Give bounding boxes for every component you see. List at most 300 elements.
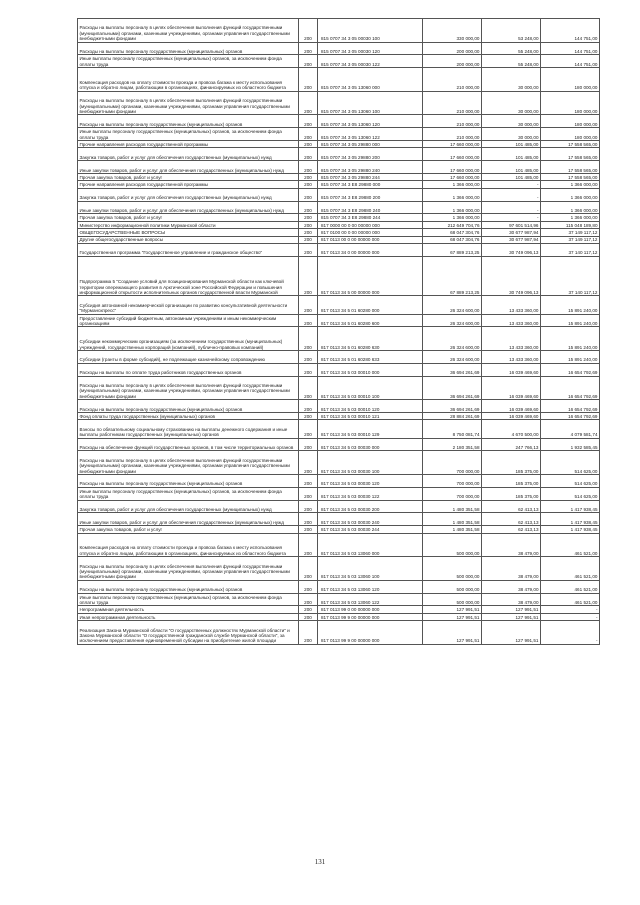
table-row [78,68,600,92]
row-approved-amount: 28 884 261,69 [423,413,482,420]
row-line-code: 200 [299,621,318,645]
row-executed-amount: 30 677 987,94 [482,236,541,243]
row-classification-code: 817 0100 00 0 00 00000 000 [318,229,423,236]
page-number: 131 [314,858,326,866]
row-classification-code: 817 0113 34 5 03 00030 122 [318,487,423,500]
row-executed-amount: 13 433 360,00 [482,351,541,364]
row-approved-amount: 500 000,00 [423,557,482,581]
row-line-code: 200 [299,420,318,438]
row-description: Расходы на обеспечение функций государственных органов, в том числе территориальных органов [78,438,299,451]
row-description: Субсидии (гранты в форме субсидий), не подлежащие казначейскому сопровождению [78,351,299,364]
row-line-code: 200 [299,188,318,201]
table-row [78,533,600,557]
table-row [78,327,600,351]
row-approved-amount: 210 000,00 [423,91,482,115]
row-executed-amount: 30 749 096,13 [482,256,541,296]
row-unexecuted-amount: 1 932 585,45 [541,438,600,451]
row-classification-code: 815 0707 34 3 05 13060 122 [318,128,423,141]
row-unexecuted-amount: 1 417 938,45 [541,513,600,526]
row-approved-amount: 1 366 000,00 [423,214,482,221]
row-description: Субсидии некоммерческим организациям (за исключением государственных (муниципальных) учреждений, государственных корпораций (компаний), публично-правовых компаний) [78,327,299,351]
row-executed-amount: 55 248,00 [482,55,541,68]
row-classification-code: 817 0113 34 5 03 00010 121 [318,413,423,420]
row-executed-amount: 127 991,51 [482,606,541,613]
row-classification-code: 817 0113 34 0 00 00000 000 [318,243,423,256]
row-line-code: 200 [299,593,318,606]
row-executed-amount: 62 413,13 [482,513,541,526]
row-line-code: 200 [299,513,318,526]
row-executed-amount: 53 248,00 [482,19,541,43]
row-classification-code: 815 0707 34 3 05 29880 244 [318,173,423,180]
row-approved-amount: 26 324 600,00 [423,351,482,364]
table-row [78,413,600,420]
row-line-code: 200 [299,413,318,420]
row-approved-amount: 700 000,00 [423,487,482,500]
row-executed-amount: 127 991,51 [482,613,541,620]
row-approved-amount: 17 660 000,00 [423,148,482,161]
table-row [78,376,600,400]
row-unexecuted-amount: 180 000,00 [541,115,600,128]
row-description: Компенсация расходов на оплату стоимости проезда и провоза багажа к месту использования отпуска и обратно лицам, работающим в организациях, финансируемых из областного бюджета [78,68,299,92]
row-line-code: 200 [299,451,318,475]
row-classification-code: 815 0707 34 3 Е8 29880 200 [318,188,423,201]
row-unexecuted-amount: 180 000,00 [541,91,600,115]
row-classification-code: 817 0113 34 5 01 60280 000 [318,296,423,314]
row-unexecuted-amount: 1 366 000,00 [541,214,600,221]
row-executed-amount: 38 479,00 [482,593,541,606]
row-executed-amount: 4 670 500,00 [482,420,541,438]
row-unexecuted-amount: 514 625,00 [541,451,600,475]
row-line-code: 200 [299,475,318,488]
row-approved-amount: 500 000,00 [423,593,482,606]
row-line-code: 200 [299,363,318,376]
row-executed-amount: 13 433 360,00 [482,327,541,351]
row-unexecuted-amount: 1 366 000,00 [541,181,600,188]
row-description: Расходы на выплаты персоналу в целях обеспечения выполнения функций государственными (муниципальными) органами, казенными учреждениями, органами управления государственными внебюджетными фондами [78,91,299,115]
row-unexecuted-amount: 1 417 938,45 [541,500,600,513]
row-classification-code: 817 0113 34 5 03 00010 120 [318,400,423,413]
row-unexecuted-amount: 4 079 581,74 [541,420,600,438]
table-row [78,19,600,43]
row-approved-amount: 36 694 261,69 [423,400,482,413]
row-executed-amount: 55 248,00 [482,42,541,55]
row-classification-code: 817 0000 00 0 00 00000 000 [318,221,423,228]
table-row [78,173,600,180]
row-approved-amount: 17 660 000,00 [423,140,482,147]
row-unexecuted-amount: 514 625,00 [541,487,600,500]
row-unexecuted-amount: - [541,621,600,645]
row-executed-amount: - [482,181,541,188]
row-unexecuted-amount: 15 891 240,00 [541,314,600,327]
row-executed-amount: 13 433 360,00 [482,314,541,327]
table-row [78,363,600,376]
row-description: Взносы по обязательному социальному страхованию на выплаты денежного содержания и иные выплаты работникам государственных (муниципальных) органов [78,420,299,438]
row-approved-amount: 210 000,00 [423,115,482,128]
row-classification-code: 817 0113 34 5 03 00030 000 [318,438,423,451]
table-row [78,243,600,256]
row-approved-amount: 36 694 261,69 [423,363,482,376]
row-executed-amount: 16 039 469,60 [482,363,541,376]
table-row [78,296,600,314]
row-description: ОБЩЕГОСУДАРСТВЕННЫЕ ВОПРОСЫ [78,229,299,236]
row-unexecuted-amount: 144 751,00 [541,42,600,55]
row-classification-code: 815 0707 34 3 05 13060 120 [318,115,423,128]
row-executed-amount: 30 000,00 [482,128,541,141]
row-line-code: 200 [299,351,318,364]
row-executed-amount: - [482,188,541,201]
row-line-code: 200 [299,201,318,214]
row-description: Реализация Закона Мурманской области "О государственных должностях Мурманской области" и Закона Мурманской области "О государственной гражданской службе Мурманской области", за исключением предоставления единовременной субсидии на приобретение жилой площади [78,621,299,645]
row-line-code: 200 [299,68,318,92]
table-row [78,221,600,228]
row-description: Расходы на выплаты персоналу государственных (муниципальных) органов [78,400,299,413]
row-line-code: 200 [299,613,318,620]
row-classification-code: 815 0707 34 3 05 29880 240 [318,161,423,174]
row-line-code: 200 [299,526,318,533]
row-unexecuted-amount: 1 417 938,45 [541,526,600,533]
row-line-code: 200 [299,256,318,296]
row-classification-code: 817 0113 34 5 03 00030 100 [318,451,423,475]
row-executed-amount: 185 375,00 [482,451,541,475]
row-classification-code: 817 0113 34 5 01 60280 600 [318,314,423,327]
row-line-code: 200 [299,229,318,236]
row-classification-code: 817 0113 34 5 03 13060 100 [318,557,423,581]
row-executed-amount: 16 039 469,60 [482,413,541,420]
row-description: Прочая закупка товаров, работ и услуг [78,526,299,533]
row-approved-amount: 1 366 000,00 [423,181,482,188]
row-executed-amount: 16 039 469,60 [482,400,541,413]
row-line-code: 200 [299,236,318,243]
row-description: Иные закупки товаров, работ и услуг для обеспечения государственных (муниципальных) нужд [78,201,299,214]
row-classification-code: 815 0707 34 3 05 13060 000 [318,68,423,92]
row-unexecuted-amount: 1 366 000,00 [541,201,600,214]
row-description: Расходы на выплаты персоналу в целях обеспечения выполнения функций государственными (муниципальными) органами, казенными учреждениями, органами управления государственными внебюджетными фондами [78,19,299,43]
table-row [78,115,600,128]
row-approved-amount: 500 000,00 [423,533,482,557]
row-executed-amount: 101 485,00 [482,173,541,180]
row-line-code: 200 [299,500,318,513]
row-classification-code: 815 0707 34 3 Е8 29880 000 [318,181,423,188]
row-description: Прочая закупка товаров, работ и услуг [78,173,299,180]
row-executed-amount: 13 433 360,00 [482,296,541,314]
row-line-code: 200 [299,296,318,314]
row-description: Закупка товаров, работ и услуг для обеспечения государственных (муниципальных) нужд [78,188,299,201]
table-row [78,188,600,201]
row-unexecuted-amount: 37 140 117,12 [541,256,600,296]
row-approved-amount: 2 180 351,58 [423,438,482,451]
row-description: Компенсация расходов на оплату стоимости проезда и провоза багажа к месту использования отпуска и обратно лицам, работающим в организациях, финансируемых из областного бюджета [78,533,299,557]
row-executed-amount: 62 413,13 [482,500,541,513]
row-executed-amount: 247 766,13 [482,438,541,451]
row-description: Подпрограмма 5 "Создание условий для позиционирования Мурманской области как ключевой территории опережающего развития в Арктической зоне Российской Федерации и повышения информационной открытости исполнительных органов государственной власти Мурманской [78,256,299,296]
row-approved-amount: 68 047 304,76 [423,229,482,236]
row-unexecuted-amount: 37 140 117,12 [541,243,600,256]
row-approved-amount: 26 324 600,00 [423,327,482,351]
row-approved-amount: 8 750 081,74 [423,420,482,438]
row-description: Субсидия автономной некоммерческой организации по развитию консультативной деятельности "Мурманскпресс" [78,296,299,314]
row-description: Иные выплаты персоналу государственных (муниципальных) органов, за исключением фонда оплаты труда [78,128,299,141]
row-unexecuted-amount: 17 558 565,00 [541,173,600,180]
row-line-code: 200 [299,557,318,581]
row-description: Фонд оплаты труда государственных (муниципальных) органов [78,413,299,420]
row-executed-amount: 38 479,00 [482,580,541,593]
row-line-code: 200 [299,19,318,43]
row-classification-code: 815 0707 34 3 05 13060 100 [318,91,423,115]
row-unexecuted-amount: 461 521,00 [541,593,600,606]
row-executed-amount: 101 485,00 [482,140,541,147]
row-classification-code: 815 0707 34 3 05 00030 100 [318,19,423,43]
row-description: Расходы на выплаты персоналу в целях обеспечения выполнения функций государственными (муниципальными) органами, казенными учреждениями, органами управления государственными внебюджетными фондами [78,376,299,400]
row-unexecuted-amount: 17 558 565,00 [541,148,600,161]
table-row [78,580,600,593]
row-approved-amount: 68 047 304,76 [423,236,482,243]
row-description: Прочие направления расходов государственной программы [78,140,299,147]
row-unexecuted-amount: 37 149 117,12 [541,229,600,236]
row-unexecuted-amount: 144 751,00 [541,55,600,68]
table-row [78,181,600,188]
row-approved-amount: 127 991,51 [423,613,482,620]
table-row [78,487,600,500]
row-description: Расходы на выплаты персоналу в целях обеспечения выполнения функций государственными (муниципальными) органами, казенными учреждениями, органами управления государственными внебюджетными фондами [78,557,299,581]
row-classification-code: 817 0113 34 5 03 00030 200 [318,500,423,513]
row-line-code: 200 [299,327,318,351]
row-description: Прочие направления расходов государственной программы [78,181,299,188]
row-executed-amount: 30 000,00 [482,91,541,115]
row-line-code: 200 [299,221,318,228]
row-classification-code: 817 0113 99 9 00 00000 000 [318,621,423,645]
row-unexecuted-amount: 17 558 565,00 [541,161,600,174]
row-description: Иные закупки товаров, работ и услуг для обеспечения государственных (муниципальных) нужд [78,161,299,174]
row-classification-code: 817 0113 99 0 00 00000 000 [318,606,423,613]
table-row [78,214,600,221]
budget-table [77,18,600,645]
table-row [78,140,600,147]
row-approved-amount: 127 991,51 [423,606,482,613]
row-approved-amount: 36 694 261,69 [423,376,482,400]
table-row [78,55,600,68]
row-classification-code: 815 0707 34 3 Е8 29880 244 [318,214,423,221]
row-executed-amount: 185 375,00 [482,487,541,500]
row-executed-amount: 30 677 987,94 [482,229,541,236]
row-unexecuted-amount: - [541,613,600,620]
row-executed-amount: 101 485,00 [482,161,541,174]
row-approved-amount: 67 889 213,25 [423,243,482,256]
row-description: Закупка товаров, работ и услуг для обеспечения государственных (муниципальных) нужд [78,500,299,513]
table-row [78,256,600,296]
row-executed-amount: 185 375,00 [482,475,541,488]
row-executed-amount: - [482,214,541,221]
row-description: Расходы на выплаты персоналу государственных (муниципальных) органов [78,475,299,488]
row-unexecuted-amount: 17 558 565,00 [541,140,600,147]
table-row [78,526,600,533]
table-row [78,161,600,174]
row-classification-code: 817 0113 34 5 03 00010 000 [318,363,423,376]
row-description: Другие общегосударственные вопросы [78,236,299,243]
row-classification-code: 817 0113 34 5 01 60280 633 [318,351,423,364]
row-description: Непрограммная деятельность [78,606,299,613]
row-classification-code: 817 0113 34 5 03 00030 120 [318,475,423,488]
row-unexecuted-amount: 115 048 189,80 [541,221,600,228]
table-row [78,621,600,645]
row-executed-amount: 38 479,00 [482,557,541,581]
row-classification-code: 817 0113 00 0 00 00000 000 [318,236,423,243]
row-approved-amount: 26 324 600,00 [423,314,482,327]
row-description: Расходы на выплаты персоналу государственных (муниципальных) органов [78,580,299,593]
row-unexecuted-amount: 16 654 792,69 [541,413,600,420]
table-row [78,314,600,327]
row-approved-amount: 1 366 000,00 [423,188,482,201]
row-line-code: 200 [299,181,318,188]
row-classification-code: 817 0113 34 5 00 00000 000 [318,256,423,296]
row-description: Расходы на выплаты персоналу государственных (муниципальных) органов [78,42,299,55]
row-classification-code: 815 0707 34 3 Е8 29880 240 [318,201,423,214]
row-approved-amount: 1 480 351,58 [423,526,482,533]
row-executed-amount: 30 000,00 [482,68,541,92]
row-unexecuted-amount: 514 625,00 [541,475,600,488]
row-classification-code: 817 0113 34 5 03 00010 129 [318,420,423,438]
row-classification-code: 817 0113 34 5 03 00010 100 [318,376,423,400]
row-approved-amount: 17 660 000,00 [423,173,482,180]
row-unexecuted-amount: 144 751,00 [541,19,600,43]
row-description: Расходы на выплаты персоналу государственных (муниципальных) органов [78,115,299,128]
row-approved-amount: 212 649 704,76 [423,221,482,228]
row-line-code: 200 [299,533,318,557]
table-row [78,475,600,488]
row-unexecuted-amount: 37 149 117,12 [541,236,600,243]
table-row [78,91,600,115]
table-row [78,351,600,364]
table-row [78,42,600,55]
table-row [78,613,600,620]
row-approved-amount: 700 000,00 [423,475,482,488]
row-line-code: 200 [299,128,318,141]
row-unexecuted-amount: 461 521,00 [541,557,600,581]
row-line-code: 200 [299,243,318,256]
row-approved-amount: 1 480 351,58 [423,500,482,513]
row-line-code: 200 [299,438,318,451]
row-classification-code: 815 0707 34 3 05 00030 122 [318,55,423,68]
table-row [78,500,600,513]
table-row [78,201,600,214]
row-unexecuted-amount: - [541,606,600,613]
row-line-code: 200 [299,214,318,221]
row-description: Расходы на выплаты по оплате труда работников государственных органов [78,363,299,376]
row-line-code: 200 [299,314,318,327]
row-classification-code: 817 0113 34 5 03 13060 122 [318,593,423,606]
row-classification-code: 815 0707 34 3 05 29880 000 [318,140,423,147]
row-line-code: 200 [299,487,318,500]
table-row [78,606,600,613]
row-line-code: 200 [299,148,318,161]
row-unexecuted-amount: 15 891 240,00 [541,296,600,314]
row-unexecuted-amount: 461 521,00 [541,533,600,557]
table-row [78,128,600,141]
row-description: Прочая закупка товаров, работ и услуг [78,214,299,221]
row-line-code: 200 [299,580,318,593]
row-approved-amount: 200 000,00 [423,55,482,68]
row-classification-code: 817 0113 99 9 00 00000 000 [318,613,423,620]
row-executed-amount: - [482,201,541,214]
row-classification-code: 815 0707 34 3 05 00030 120 [318,42,423,55]
row-description: Закупка товаров, работ и услуг для обеспечения государственных (муниципальных) нужд [78,148,299,161]
table-row [78,451,600,475]
row-executed-amount: 127 991,51 [482,621,541,645]
row-classification-code: 817 0113 34 5 03 13060 000 [318,533,423,557]
row-approved-amount: 210 000,00 [423,128,482,141]
row-line-code: 200 [299,161,318,174]
row-line-code: 200 [299,173,318,180]
table-row [78,593,600,606]
row-executed-amount: 101 485,00 [482,148,541,161]
row-executed-amount: 30 000,00 [482,115,541,128]
row-description: Расходы на выплаты персоналу в целях обеспечения выполнения функций государственными (муниципальными) органами, казенными учреждениями, органами управления государственными внебюджетными фондами [78,451,299,475]
table-row [78,557,600,581]
table-row [78,236,600,243]
row-unexecuted-amount: 16 654 792,69 [541,376,600,400]
row-executed-amount: 97 601 514,96 [482,221,541,228]
table-row [78,400,600,413]
row-line-code: 200 [299,42,318,55]
row-approved-amount: 200 000,00 [423,42,482,55]
row-approved-amount: 127 991,51 [423,621,482,645]
row-description: Иные закупки товаров, работ и услуг для обеспечения государственных (муниципальных) нужд [78,513,299,526]
row-description: Иные выплаты персоналу государственных (муниципальных) органов, за исключением фонда оплаты труда [78,55,299,68]
row-unexecuted-amount: 16 654 792,69 [541,363,600,376]
row-line-code: 200 [299,115,318,128]
row-line-code: 200 [299,55,318,68]
row-unexecuted-amount: 15 891 240,00 [541,327,600,351]
row-approved-amount: 1 480 351,58 [423,513,482,526]
table-row [78,513,600,526]
row-classification-code: 817 0113 34 5 03 13060 120 [318,580,423,593]
row-classification-code: 817 0113 34 5 01 60280 630 [318,327,423,351]
row-executed-amount: 38 479,00 [482,533,541,557]
table-row [78,229,600,236]
row-approved-amount: 26 324 600,00 [423,296,482,314]
row-description: Иные выплаты персоналу государственных (муниципальных) органов, за исключением фонда оплаты труда [78,487,299,500]
row-classification-code: 817 0113 34 5 03 00030 244 [318,526,423,533]
row-description: Иные выплаты персоналу государственных (муниципальных) органов, за исключением фонда оплаты труда [78,593,299,606]
row-approved-amount: 500 000,00 [423,580,482,593]
row-line-code: 200 [299,400,318,413]
table-row [78,420,600,438]
table-row [78,148,600,161]
row-approved-amount: 210 000,00 [423,68,482,92]
row-approved-amount: 700 000,00 [423,451,482,475]
row-line-code: 200 [299,606,318,613]
row-description: Предоставление субсидий бюджетным, автономным учреждениям и иным некоммерческим организациям [78,314,299,327]
row-line-code: 200 [299,140,318,147]
row-executed-amount: 30 749 096,13 [482,243,541,256]
row-unexecuted-amount: 461 521,00 [541,580,600,593]
row-unexecuted-amount: 16 654 792,69 [541,400,600,413]
row-executed-amount: 62 413,13 [482,526,541,533]
row-classification-code: 815 0707 34 3 05 29880 200 [318,148,423,161]
row-approved-amount: 17 660 000,00 [423,161,482,174]
row-unexecuted-amount: 1 366 000,00 [541,188,600,201]
table-row [78,438,600,451]
row-unexecuted-amount: 180 000,00 [541,68,600,92]
row-approved-amount: 330 000,00 [423,19,482,43]
row-description: Министерство информационной политики Мурманской области [78,221,299,228]
row-approved-amount: 1 366 000,00 [423,201,482,214]
row-unexecuted-amount: 15 891 240,00 [541,351,600,364]
row-description: Государственная программа "Государственное управление и гражданское общество" [78,243,299,256]
row-description: Иная непрограммная деятельность [78,613,299,620]
row-unexecuted-amount: 180 000,00 [541,128,600,141]
row-approved-amount: 67 889 213,25 [423,256,482,296]
row-classification-code: 817 0113 34 5 03 00030 240 [318,513,423,526]
